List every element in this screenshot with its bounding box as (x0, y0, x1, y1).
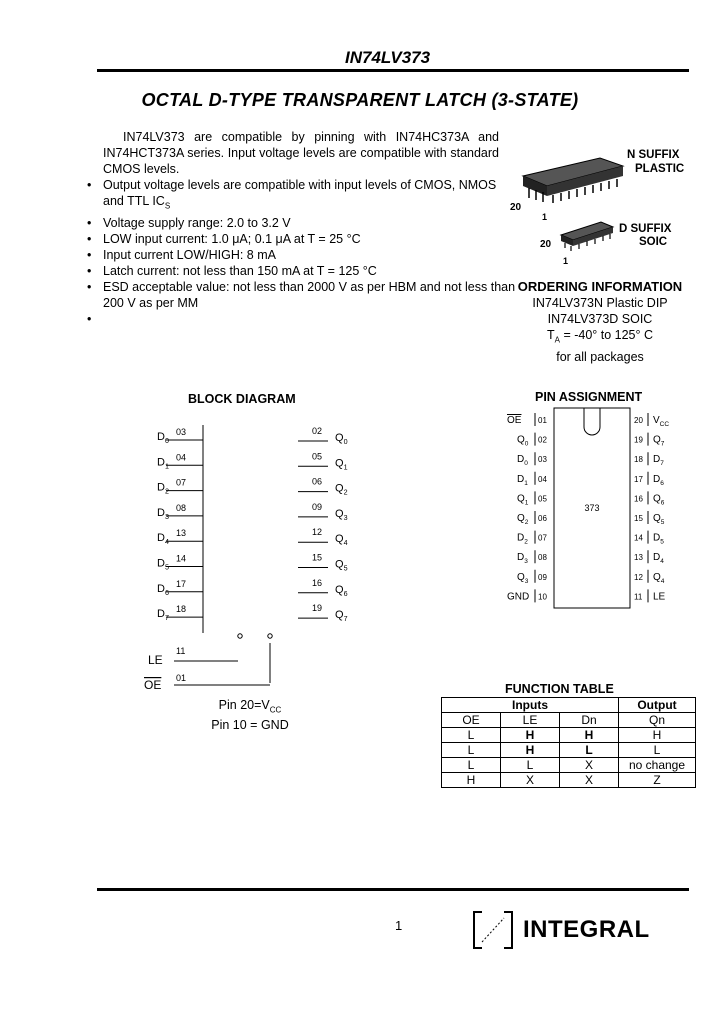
n-suffix-label: N SUFFIX (627, 149, 680, 161)
output-label-Q6: $Q_6$ (335, 583, 348, 598)
pin-number-left: 06 (538, 514, 547, 523)
feature-item: • Input current LOW/HIGH: 8 mA (103, 247, 517, 263)
pin-number-right: 14 (634, 533, 643, 543)
pin-number-right: 17 (634, 474, 643, 484)
output-pin-number: 02 (312, 426, 323, 436)
input-label-D6: $D_6$ (157, 582, 169, 597)
pin-assignment-title: PIN ASSIGNMENT (535, 390, 643, 404)
col-header-qn: Qn (619, 713, 696, 728)
le-pin: 11 (176, 646, 186, 656)
pin-number-left: 10 (538, 592, 547, 602)
input-label-D2: $D_2$ (157, 481, 169, 496)
intro-paragraph: IN74LV373 are compatible by pinning with IN74HC373A and IN74HCT373A series. Input voltage levels are compatible with standard CMOS levels. (103, 130, 499, 176)
pin-label-left: $Q_3$ (517, 571, 529, 585)
pin-number-right: 15 (634, 514, 643, 523)
input-pin-number: 13 (176, 528, 187, 539)
output-pin-number: 16 (312, 577, 323, 588)
pin-number-left: 05 (538, 494, 547, 504)
integral-logo-icon (472, 910, 516, 950)
input-label-D3: $D_3$ (157, 506, 169, 521)
chip-label: 373 (584, 503, 600, 513)
pin-number-right: 20 (634, 416, 643, 425)
d-package-type: SOIC (639, 236, 668, 248)
table-cell: H (442, 773, 501, 788)
ordering-line1: IN74LV373N Plastic DIP (532, 296, 668, 310)
feature-item: • ESD acceptable value: not less than 2000 V as per HBM and not less than 200 V as per MM (103, 279, 517, 311)
table-cell: X (560, 758, 619, 773)
output-pin-number: 15 (312, 552, 323, 563)
input-label-D0: $D_0$ (157, 431, 169, 445)
pin-number-right: 18 (634, 455, 643, 465)
pin-number-right: 12 (634, 572, 643, 582)
table-cell: no change (619, 758, 696, 773)
table-cell: L (501, 758, 560, 773)
pin-label-right: $V_{CC}$ (653, 415, 670, 428)
le-label: LE (148, 653, 163, 667)
output-label-Q2: $Q_2$ (335, 482, 348, 497)
table-cell: H (619, 728, 696, 743)
feature-item: • Latch current: not less than 150 mA at T = 125 °C (103, 263, 517, 279)
pin-label-right: $D_6$ (653, 473, 664, 487)
feature-item: • LOW input current: 1.0 μA; 0.1 μA at T = 25 °C (103, 231, 517, 247)
pin-label-right: $Q_5$ (653, 513, 665, 526)
inputs-group-header: Inputs (442, 698, 619, 713)
feature-item: • Voltage supply range: 2.0 to 3.2 V (103, 215, 517, 231)
input-label-D5: $D_5$ (157, 557, 169, 572)
pin-number-left: 07 (538, 533, 547, 543)
feature-item (103, 311, 517, 327)
col-header-oe: $\overline{OE}$ (442, 713, 501, 728)
pin-number-left: 01 (538, 416, 547, 425)
table-row (442, 758, 696, 773)
brand-name: INTEGRAL (523, 916, 650, 943)
pin-assignment-diagram (500, 405, 700, 610)
header-rule (97, 69, 689, 72)
pin-label-right: $D_4$ (653, 552, 664, 566)
pin-label-left: $Q_1$ (517, 493, 529, 507)
table-row (442, 773, 696, 788)
input-label-D7: $D_7$ (157, 608, 169, 623)
pin-number-left: 03 (538, 455, 547, 465)
table-cell: L (442, 758, 501, 773)
dip-pin1-label: 1 (542, 212, 548, 222)
input-pin-number: 08 (176, 502, 187, 513)
pin-number-left: 09 (538, 572, 547, 582)
pin-number-right: 16 (634, 494, 643, 504)
output-label-Q7: $Q_7$ (335, 609, 348, 624)
part-number-header: IN74LV373 (345, 48, 431, 67)
pin-label-left: $D_0$ (517, 454, 528, 468)
feature-list (86, 177, 517, 327)
table-cell: H (501, 728, 560, 743)
power-pin-note: Pin $20=V_{CC}$ Pin 10 = GND (211, 698, 289, 732)
pin-label-left: $Q_2$ (517, 513, 529, 526)
table-row (442, 743, 696, 758)
output-pin-number: 05 (312, 451, 323, 462)
pin-label-left: $Q_0$ (517, 434, 529, 448)
table-row (442, 728, 696, 743)
output-pin-number: 12 (312, 527, 323, 538)
ordering-title: ORDERING INFORMATION (517, 279, 683, 294)
col-header-le: LE (501, 713, 560, 728)
pin-number-right: 19 (634, 435, 643, 445)
pin-number-right: 13 (634, 553, 643, 563)
input-pin-number: 07 (176, 477, 187, 488)
pin-label-right: $Q_6$ (653, 493, 665, 507)
pin-label-left: GND (507, 591, 530, 603)
table-cell: H (501, 743, 560, 758)
pin-number-left: 02 (538, 435, 547, 445)
table-cell: L (560, 743, 619, 758)
page-number: 1 (395, 918, 403, 933)
input-pin-number: 03 (176, 427, 187, 437)
input-label-D4: $D_4$ (157, 532, 169, 547)
input-pin-number: 04 (176, 452, 187, 463)
page-title: OCTAL D-TYPE TRANSPARENT LATCH (3-STATE) (141, 90, 579, 110)
pin-label-left: $D_3$ (517, 552, 528, 566)
feature-item: • Output voltage levels are compatible with input levels of CMOS, NMOS and TTL $IC_S$ (103, 177, 517, 215)
pin-label-left: OE (507, 415, 522, 426)
ordering-temp: $T_A = -40^\circ$ to 125° C (546, 328, 654, 345)
block-diagram (130, 415, 380, 695)
col-header-dn: Dn (560, 713, 619, 728)
dip-pin20-label: 20 (510, 202, 522, 213)
output-label-Q0: $Q_0$ (335, 432, 348, 446)
pin-label-right: $Q_4$ (653, 571, 665, 585)
input-pin-number: 17 (176, 578, 187, 589)
ordering-line2: IN74LV373D SOIC (547, 312, 653, 326)
oe-label: OE (144, 678, 162, 692)
d-suffix-label: D SUFFIX (619, 223, 672, 235)
block-diagram-title: BLOCK DIAGRAM (188, 392, 296, 406)
pin-label-right: $D_5$ (653, 532, 664, 546)
pin-label-right: $Q_7$ (653, 434, 665, 448)
table-cell: X (560, 773, 619, 788)
soic-pin20-label: 20 (540, 239, 552, 250)
soic-pin1-label: 1 (563, 256, 569, 266)
output-label-Q3: $Q_3$ (335, 507, 348, 522)
ordering-line4: for all packages (556, 349, 644, 364)
table-cell: L (442, 728, 501, 743)
output-label-Q5: $Q_5$ (335, 558, 348, 573)
output-label-Q4: $Q_4$ (335, 533, 348, 548)
pin-label-left: $D_2$ (517, 532, 528, 546)
table-cell: H (560, 728, 619, 743)
ordering-information (505, 279, 695, 365)
soic-package-image (561, 222, 613, 251)
table-cell: Z (619, 773, 696, 788)
pin-number-right: 11 (634, 592, 643, 602)
dip-package-image (523, 158, 623, 203)
oe-pin: 01 (176, 673, 187, 683)
pin-label-right: LE (653, 591, 666, 603)
output-pin-number: 19 (312, 603, 323, 614)
table-cell: L (619, 743, 696, 758)
table-cell: X (501, 773, 560, 788)
output-pin-number: 06 (312, 476, 323, 487)
pin-number-left: 04 (538, 474, 547, 484)
function-table-title: FUNCTION TABLE (505, 682, 614, 696)
n-package-type: PLASTIC (635, 163, 685, 175)
table-cell: L (442, 743, 501, 758)
input-label-D1: $D_1$ (157, 456, 169, 471)
output-group-header: Output (619, 698, 696, 713)
input-pin-number: 14 (176, 553, 187, 564)
package-illustrations (505, 140, 705, 270)
pin-label-right: $D_7$ (653, 454, 664, 468)
pin-label-left: $D_1$ (517, 473, 528, 487)
pin-number-left: 08 (538, 553, 547, 563)
input-pin-number: 18 (176, 604, 187, 615)
footer-rule (97, 888, 689, 891)
function-table (441, 697, 696, 788)
output-pin-number: 09 (312, 501, 323, 512)
output-label-Q1: $Q_1$ (335, 457, 348, 472)
